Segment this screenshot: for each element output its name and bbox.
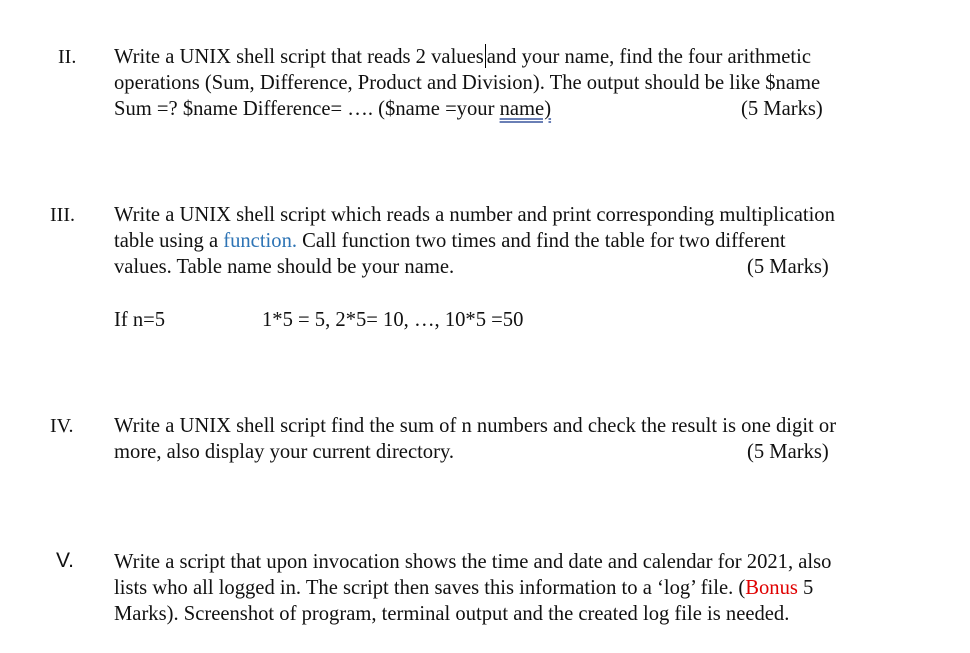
question-2-line-1: Write a UNIX shell script that reads 2 values and your name, find the four arithmetic	[114, 46, 811, 68]
question-5-line-2: lists who all logged in. The script then saves this information to a ‘log’ file. (Bonus 5	[114, 577, 814, 599]
question-5-line-3: Marks). Screenshot of program, terminal output and the created log file is needed.	[114, 603, 790, 625]
text-cursor	[485, 44, 486, 68]
question-5-numeral: V.	[56, 549, 74, 572]
question-3-line-3: values. Table name should be your name. (5 Marks)	[114, 256, 829, 278]
question-3-numeral: III.	[50, 204, 75, 226]
question-4-marks: (5 Marks)	[747, 441, 829, 463]
question-4-line-1: Write a UNIX shell script find the sum of n numbers and check the result is one digit or	[114, 415, 837, 437]
question-2-line-3: Sum =? $name Difference= …. ($name =your name) (5 Marks)	[114, 98, 823, 120]
function-keyword: function.	[223, 230, 298, 252]
question-2-numeral: II.	[58, 46, 77, 68]
bonus-label: Bonus	[745, 577, 798, 599]
question-2-line-2: operations (Sum, Difference, Product and Division). The output should be like $name	[114, 72, 821, 94]
question-4-numeral: IV.	[50, 415, 74, 437]
question-2-marks: (5 Marks)	[741, 98, 823, 120]
question-3-line-1: Write a UNIX shell script which reads a number and print corresponding multiplication	[114, 204, 835, 226]
spellcheck-underline-name: name)	[499, 98, 552, 120]
question-5-text	[114, 549, 831, 627]
question-3-text	[114, 202, 835, 280]
question-4-text	[114, 413, 836, 465]
question-3-marks: (5 Marks)	[747, 256, 829, 278]
question-4-line-2: more, also display your current directory. (5 Marks)	[114, 441, 829, 463]
question-3-line-2: table using a function. Call function two times and find the table for two different	[114, 230, 786, 252]
question-5-line-1: Write a script that upon invocation shows the time and date and calendar for 2021, also	[114, 551, 832, 573]
example-result: 1*5 = 5, 2*5= 10, …, 10*5 =50	[262, 309, 524, 331]
example-condition: If n=5	[114, 309, 166, 331]
question-2-text	[114, 44, 823, 122]
